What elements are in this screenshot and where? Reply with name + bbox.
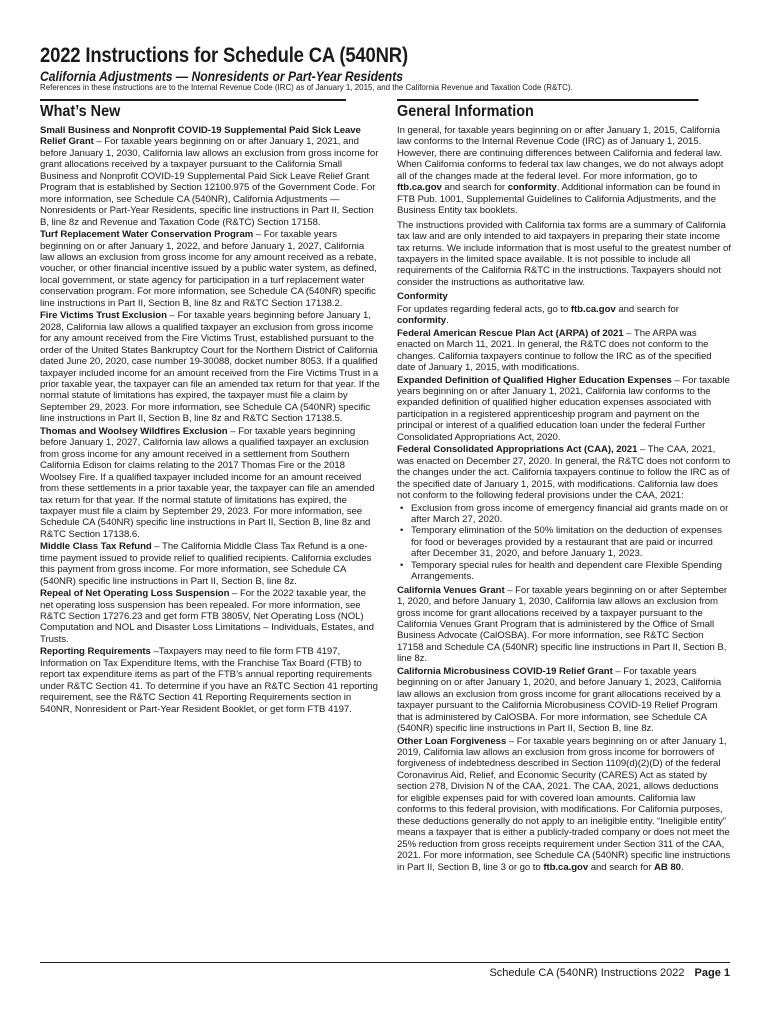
item-heading: Turf Replacement Water Conservation Program <box>40 229 254 241</box>
whats-new-item <box>40 646 380 715</box>
item-text: – For taxable years beginning on or after January 1, 2021, and before January 1, 2030, California law allows an exclusion from gross income for grant allocations received by a taxpayer pursuant to the California Small Business and Nonprofit COVID-19 Supplemental Paid Sick Leave Relief Grant Program that is established by Section 12100.975 of the Government Code. For more information, see Schedule CA (540NR), California Adjustments — Nonresidents or Part-Year Residents, specific line instructions in Part II, Section B, line 8z and Revenue and Taxation Code (R&TC) Section 17158. <box>40 136 379 228</box>
text-run: In general, for taxable years beginning on or after January 1, 2015, California law conforms to the Internal Revenue Code (IRC) as of January 1, 2015. However, there are continuing differences between California and federal law. When California conforms to federal tax law changes, we do not always adopt all of the changes made at the federal level. For more information, go to <box>397 125 724 182</box>
list-item: • Temporary elimination of the 50% limitation on the deduction of expenses for food or beverages provided by a restaurant that are paid or incurred after December 31, 2020, and before January 1, 2023. <box>411 525 732 559</box>
page-title: 2022 Instructions for Schedule CA (540NR) <box>40 44 408 67</box>
text-run: – For taxable years beginning on or after January 1, 2020, and before January 1, 2023, California law allows an exclusion from gross income for grant allocations received by a taxpayer pursuant to the California Microbusiness COVID-19 Relief Program that is administered by CalOSBA. For more information, see Schedule CA (540NR) specific line instructions in Part II, Section B, line 8z. <box>397 665 722 735</box>
ftb-link[interactable]: ftb.ca.gov <box>543 861 589 873</box>
general-information-body <box>397 125 732 873</box>
references-note: References in these instructions are to the Internal Revenue Code (IRC) as of January 1, 2015, and the California Revenue and Taxation Code (R&TC). <box>40 83 573 92</box>
subheading: Other Loan Forgiveness <box>397 735 507 747</box>
whats-new-body <box>40 125 380 715</box>
whats-new-item <box>40 310 380 425</box>
whats-new-item <box>40 426 380 541</box>
text-run: . Additional information can be found in FTB Pub. 1001, Supplemental Guidelines to California Adjustments, and the Business Entity tax booklets. <box>397 182 721 217</box>
footer-divider <box>40 962 730 963</box>
caa-paragraph <box>397 444 732 501</box>
text-run: – For taxable years beginning on or after September 1, 2020, and before January 1, 2030, California law allows an exclusion from gross income for grant allocations received by a taxpayer pursuant to the California Venues Grant Program that is administered by the Office of Small Business Advocate (CalOSBA). For more information, see R&TC Section 17158 and Schedule CA (540NR) specific line instructions in Part II, Section B, line 8z. <box>397 584 728 665</box>
subheading: California Venues Grant <box>397 584 505 596</box>
item-heading: Repeal of Net Operating Loss Suspension <box>40 588 230 600</box>
item-text: – For taxable years beginning on or after January 1, 2022, and before January 1, 2027, California law allows an exclusion from gross income for any amount received as a rebate, voucher, or other financial incentive issued by a public water system, as defined, local government, or state agency for participation in a turf replacement water conservation program. For more information, see Schedule CA (540NR) specific line instructions in Part II, Section B, line 8z and R&TC Section 17138.2. <box>40 229 377 309</box>
subheading: Conformity <box>397 291 448 303</box>
general-information-heading: General Information <box>397 99 699 125</box>
item-text: – For the 2022 taxable year, the net operating loss suspension has been repealed. For more information, see R&TC Section 17276.23 and get form FTB 3805V, Net Operating Loss (NOL) Computation and NOL and Disaster Loss Limitations – Individuals, Estates, and Trusts. <box>40 588 374 645</box>
item-heading: Reporting Requirements <box>40 646 151 658</box>
text-run: and search for <box>588 861 654 873</box>
text-run: For updates regarding federal acts, go to <box>397 303 571 315</box>
whats-new-item <box>40 588 380 645</box>
text-run: and search for <box>441 182 508 194</box>
microbusiness-paragraph <box>397 666 732 735</box>
whats-new-item <box>40 125 380 228</box>
whats-new-item <box>40 229 380 309</box>
subheading: California Microbusiness COVID-19 Relief Grant <box>397 665 613 677</box>
subheading: Expanded Definition of Qualified Higher Education Expenses <box>397 374 672 386</box>
item-text: – For taxable years beginning before January 1, 2028, California law allows a qualified taxpayer an exclusion from gross income for any amount received from the Fire Victims Trust, established pursuant to the order of the United States Bankruptcy Court for the Northern District of California dated June 20, 2020, case number 19-30088, docket number 8053. If a qualified taxpayer included income for an amount received from the Fire Victims Trust in a prior taxable year, the taxpayer can file an amended tax return for that year. If the normal statute of limitations has expired, the taxpayer must file a claim by September 29, 2023. For more information, see Schedule CA (540NR) specific line instructions in Part II, Section B, line 8z and R&TC Section 17138.5. <box>40 310 380 425</box>
list-item: • Temporary special rules for health and dependent care Flexible Spending Arrangements. <box>411 560 732 583</box>
text-run: . <box>446 315 449 327</box>
arpa-paragraph <box>397 328 732 374</box>
intro-paragraph <box>397 125 732 217</box>
page-number: Page 1 <box>694 967 730 979</box>
footer-text: Schedule CA (540NR) Instructions 2022 <box>489 967 685 979</box>
education-paragraph <box>397 375 732 444</box>
subheading: Federal American Rescue Plan Act (ARPA) of 2021 <box>397 327 624 339</box>
text-run: – The CAA, 2021, was enacted on December 27, 2020. In general, the R&TC does not conform to the changes under the act. California taxpayers continue to follow the IRC as of the specified date of January 1, 2015, with modifications. California law does not conform to the following federal provisions under the CAA, 2021: <box>397 444 731 502</box>
search-term: AB 80 <box>654 861 681 873</box>
loan-forgiveness-paragraph <box>397 736 732 873</box>
ftb-link[interactable]: ftb.ca.gov <box>397 182 442 194</box>
conformity-paragraph <box>397 304 732 327</box>
text-run: and search for <box>615 303 679 315</box>
item-heading: Thomas and Woolsey Wildfires Exclusion <box>40 425 228 437</box>
text-run: – The ARPA was enacted on March 11, 2021. In general, the R&TC does not conform to the changes. California taxpayers continue to follow the IRC as of the specified date of January 1, 2015, with modifications. <box>397 327 712 374</box>
page-footer <box>489 967 730 979</box>
conformity-heading <box>397 291 732 302</box>
summary-paragraph: The instructions provided with California tax forms are a summary of California tax law and are only intended to aid taxpayers in preparing their state income tax returns. We include information that is most useful to the greatest number of taxpayers in the limited space available. It is not possible to include all requirements of the California R&TC in the instructions. Taxpayers should not consider the instructions as authoritative law. <box>397 219 731 288</box>
whats-new-heading: What’s New <box>40 99 346 125</box>
list-item: • Exclusion from gross income of emergency financial aid grants made on or after March 27, 2020. <box>411 503 732 526</box>
venues-paragraph <box>397 585 732 665</box>
general-information-column <box>397 99 732 874</box>
item-heading: Middle Class Tax Refund <box>40 541 152 553</box>
item-heading: Fire Victims Trust Exclusion <box>40 310 167 322</box>
item-text: –Taxpayers may need to file form FTB 4197, Information on Tax Expenditure Items, with the Franchise Tax Board (FTB) to report tax expenditure items as part of the FTB’s annual reporting requirements under R&TC Section 41. To determine if you have an R&TC Section 41 reporting requirement, see the R&TC Section 41 Reporting Requirements section in 540NR, Nonresident or Part-Year Resident Booklet, or get form FTB 4197. <box>40 646 378 715</box>
page-subtitle: California Adjustments — Nonresidents or Part-Year Residents <box>40 69 404 84</box>
item-text: – For taxable years beginning before January 1, 2027, California law allows a qualified taxpayer an exclusion from gross income for any amount received in a settlement from Southern California Edison for claims relating to the 2017 Thomas Fire or the 2018 Woolsey Fire. If a qualified taxpayer included income for an amount received from these settlements in a prior taxable year, the taxpayer can file an amended tax return for that year. If the normal statute of limitations has expired, the taxpayer must file a claim by September 29, 2023. For more information, see Schedule CA (540NR) specific line instructions in Part II, Section B, line 8z and R&TC Section 17138.6. <box>40 425 375 540</box>
caa-bullet-list <box>397 503 732 583</box>
text-run: . <box>680 861 684 873</box>
text-run: – For taxable years beginning on or after January 1, 2021, California law conforms to the expanded definition of qualified higher education expenses associated with participation in a registered apprenticeship program and payment on the principal or interest of a qualified education loan under the federal Further Consolidated Appropriations Act, 2020. <box>397 374 730 443</box>
search-term: conformity <box>507 182 557 194</box>
whats-new-item <box>40 541 380 587</box>
item-heading: Small Business and Nonprofit COVID-19 Supplemental Paid Sick Leave Relief Grant <box>40 125 361 148</box>
text-run: – For taxable years beginning on or after January 1, 2019, California law allows an exclusion from gross income for borrowers of forgiveness of indebtedness described in Section 1109(d)(2)(D) of the federal Coronavirus Aid, Relief, and Economic Security (CARES) Act as stated by section 278, Division N of the CAA, 2021. The CAA, 2021, allows deductions for eligible expenses paid for with covered loan amounts. California law conforms to this federal provision, with modifications. For California purposes, these deductions generally do not apply to an ineligible entity. “Ineligible entity” means a taxpayer that is either a publicly-traded company or does not meet the 25% reduction from gross receipts requirement under Section 311 of the CAA, 2021. For more information, see Schedule CA (540NR) specific line instructions in Part II, Section B, line 3 or go to <box>397 735 731 873</box>
ftb-link[interactable]: ftb.ca.gov <box>570 303 616 315</box>
whats-new-column <box>40 99 380 716</box>
item-text: – The California Middle Class Tax Refund is a one-time payment issued to provide relief to qualified recipients. California excludes this payment from gross income. For more information, see Schedule CA (540NR) specific line instructions in Part II, Section B, line 8z. <box>40 541 372 587</box>
search-term: conformity <box>397 315 447 327</box>
subheading: Federal Consolidated Appropriations Act (CAA), 2021 <box>397 444 638 456</box>
